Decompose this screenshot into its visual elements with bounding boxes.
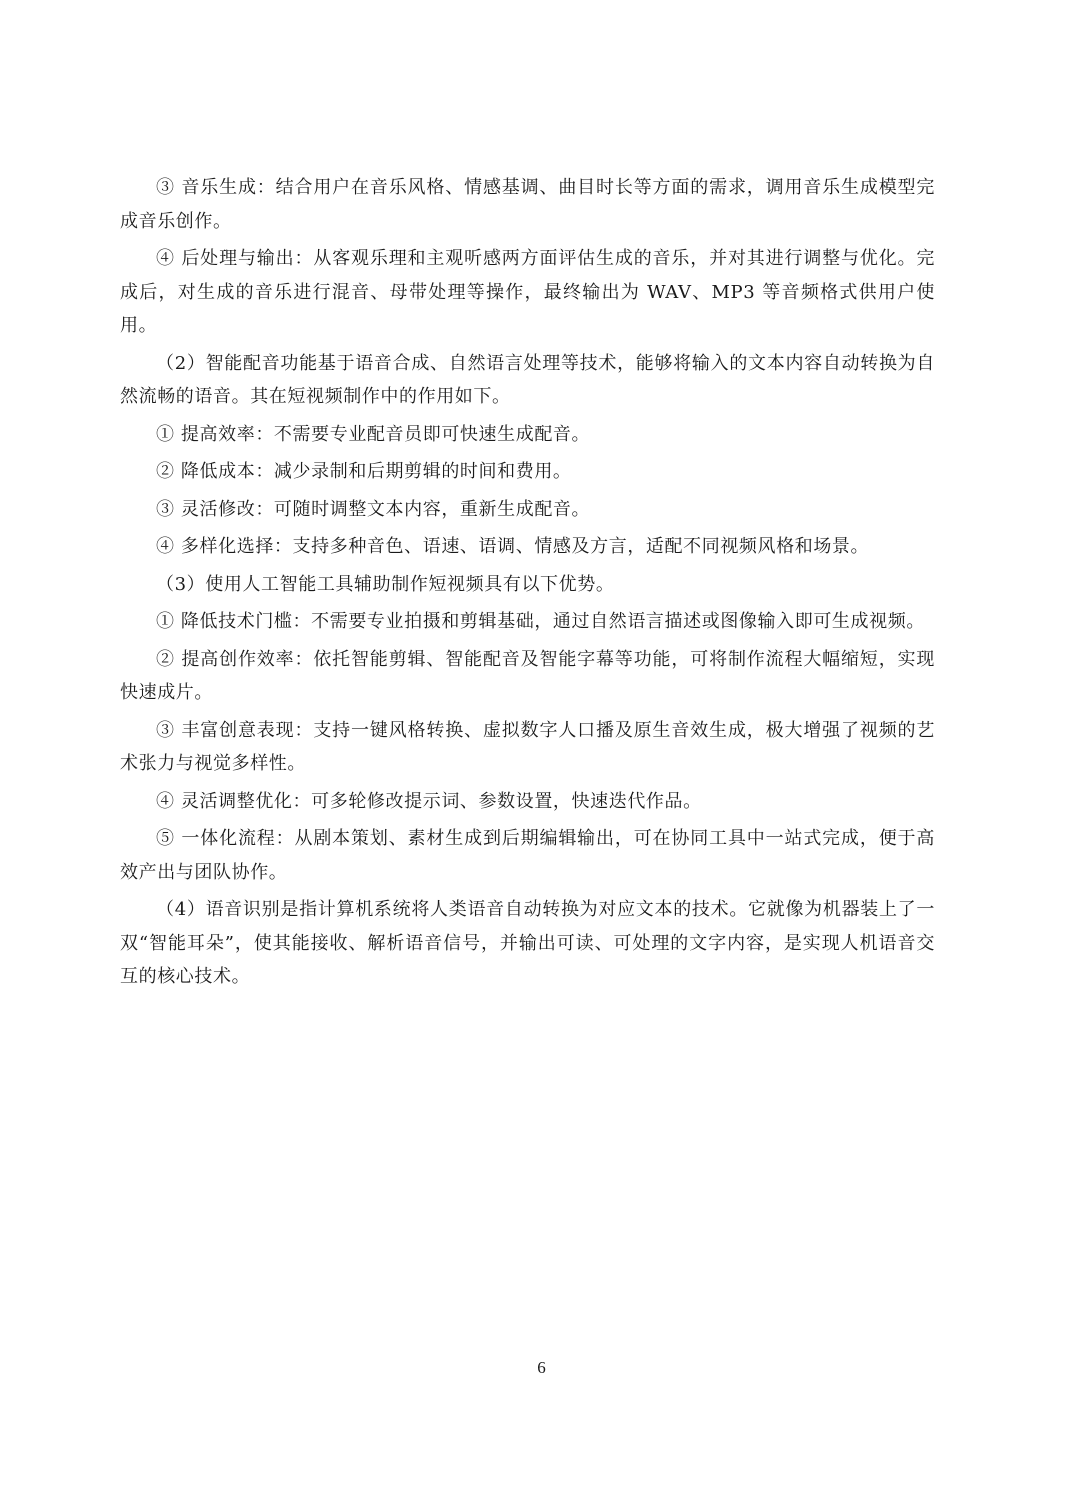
paragraph-dubbing-efficiency: ① 提高效率：不需要专业配音员即可快速生成配音。 [156,423,591,445]
paragraph-creation-efficiency: ② 提高创作效率：依托智能剪辑、智能配音及智能字幕等功能，可将制作流程大幅缩短，实现快速成片。 [120,648,935,703]
page-body [120,171,935,998]
page-number: 6 [537,1358,546,1377]
paragraph-dubbing-flexible: ③ 灵活修改：可随时调整文本内容，重新生成配音。 [156,498,591,520]
paragraph-speech-recognition: （4）语音识别是指计算机系统将人类语音自动转换为对应文本的技术。它就像为机器装上了一双“智能耳朵”，使其能接收、解析语音信号，并输出可读、可处理的文字内容，是实现人机语音交互的核心技术。 [120,899,935,987]
paragraph-rich-creativity: ③ 丰富创意表现：支持一键风格转换、虚拟数字人口播及原生音效生成，极大增强了视频的艺术张力与视觉多样性。 [120,719,935,774]
paragraph-dubbing-cost: ② 降低成本：减少录制和后期剪辑的时间和费用。 [156,461,572,482]
paragraph-post-processing: ④ 后处理与输出：从客观乐理和主观听感两方面评估生成的音乐，并对其进行调整与优化。完成后，对生成的音乐进行混音、母带处理等操作，最终输出为 WAV、MP3 等音频格式供用户使用。 [120,248,935,336]
paragraph-dubbing-variety: ④ 多样化选择：支持多种音色、语速、语调、情感及方言，适配不同视频风格和场景。 [156,536,870,557]
paragraph-ai-advantages: （3）使用人工智能工具辅助制作短视频具有以下优势。 [156,573,615,595]
paragraph-flexible-adjust: ④ 灵活调整优化：可多轮修改提示词、参数设置，快速迭代作品。 [156,790,702,812]
paragraph-smart-dubbing: （2）智能配音功能基于语音合成、自然语言处理等技术，能够将输入的文本内容自动转换为自然流畅的语音。其在短视频制作中的作用如下。 [120,352,935,407]
paragraph-lower-threshold: ① 降低技术门槛：不需要专业拍摄和剪辑基础，通过自然语言描述或图像输入即可生成视频。 [156,611,925,632]
paragraph-music-generation: ③ 音乐生成：结合用户在音乐风格、情感基调、曲目时长等方面的需求，调用音乐生成模型完成音乐创作。 [120,177,935,232]
paragraph-integrated-workflow: ⑤ 一体化流程：从剧本策划、素材生成到后期编辑输出，可在协同工具中一站式完成，便于高效产出与团队协作。 [120,828,935,883]
